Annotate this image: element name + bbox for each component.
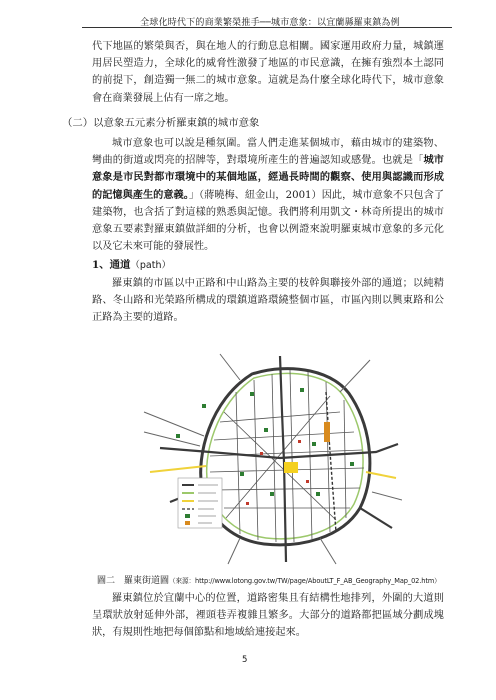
- paragraph-city-image: [92, 135, 444, 255]
- street-grid: [210, 370, 364, 542]
- luodong-street-map: [140, 352, 402, 566]
- paragraph-intro-text: 代下地區的繁榮與否，與在地人的行動息息相關。國家運用政府力量，城鎮運用居民塑造力，全球化的威脅性激發了地區的市民意識，在擁有強烈本土認同的前提下，創造獨一無二的城市意象。這就是為什麼全球化時代下，城市意象會在商業發展上佔有一席之地。: [92, 41, 444, 104]
- definition-bold-text: 城市意象是市民對都市環境中的某個地區，經過長時間的觀察、使用與認識而形成的記憶與產生的意義。: [92, 154, 444, 201]
- train-station-marker: [324, 422, 330, 442]
- page-number: 5: [242, 655, 248, 665]
- figure-caption: [97, 573, 441, 586]
- paragraph-intro: [92, 38, 444, 107]
- paragraph-city-image-text-b: 」（蔣曉梅、紐金山，2001）因此，城市意象不只包含了建築物，也含括了對這樣的熟悉與記憶。我們將利用凱文・林奇所提出的城市意象五要素對羅東鎮做詳細的分析，也會以例證來說明羅東城市意象的多元化以及它未來可能的發展性。: [92, 189, 445, 253]
- section-heading: （二）以意象五元素分析羅東鎮的城市意象: [62, 117, 260, 129]
- paragraph-city-image-text-a: 城市意象也可以說是種氛圍。當人們走進某個城市，藉由城市的建築物、彎曲的街道或閃亮的招牌等，對環境所產生的普遍認知或感覺。也就是「: [92, 138, 444, 167]
- paragraph-path-text: 羅東鎮的市區以中正路和中山路為主要的枝幹與聯接外部的通道；以純精路、冬山路和光榮路所構成的環鎮道路環繞整個市區，市區內則以興東路和公正路為主要的道路。: [92, 278, 444, 324]
- map-legend: [178, 478, 222, 528]
- subheading-path-latin: （path）: [130, 260, 172, 271]
- figure-caption-label: 圖二 羅東街道圖: [97, 576, 170, 586]
- running-header: 全球化時代下的商業繁榮推手──城市意象：以宜蘭縣羅東鎮為例: [140, 18, 400, 28]
- paragraph-road-structure: [92, 590, 444, 642]
- subheading-path-number: 1、通道: [92, 259, 131, 271]
- paragraph-road-structure-text: 羅東鎮位於宜蘭中心的位置，道路密集且有結構性地排列，外圍的大道則呈環狀放射延伸外部，裡頭巷弄複雜且繁多。大部分的道路都把區域分劃成塊狀，有規則性地把每個節點和地域給連接起來。: [92, 593, 444, 639]
- header-rule: [82, 27, 452, 28]
- central-district-marker: [284, 462, 298, 473]
- paragraph-path: [92, 275, 444, 327]
- subheading-path: [92, 256, 171, 271]
- figure-caption-source: （來源：http://www.lotong.gov.tw/TW/page/AboutLT_F_AB_Geography_Map_02.htm）: [169, 577, 441, 585]
